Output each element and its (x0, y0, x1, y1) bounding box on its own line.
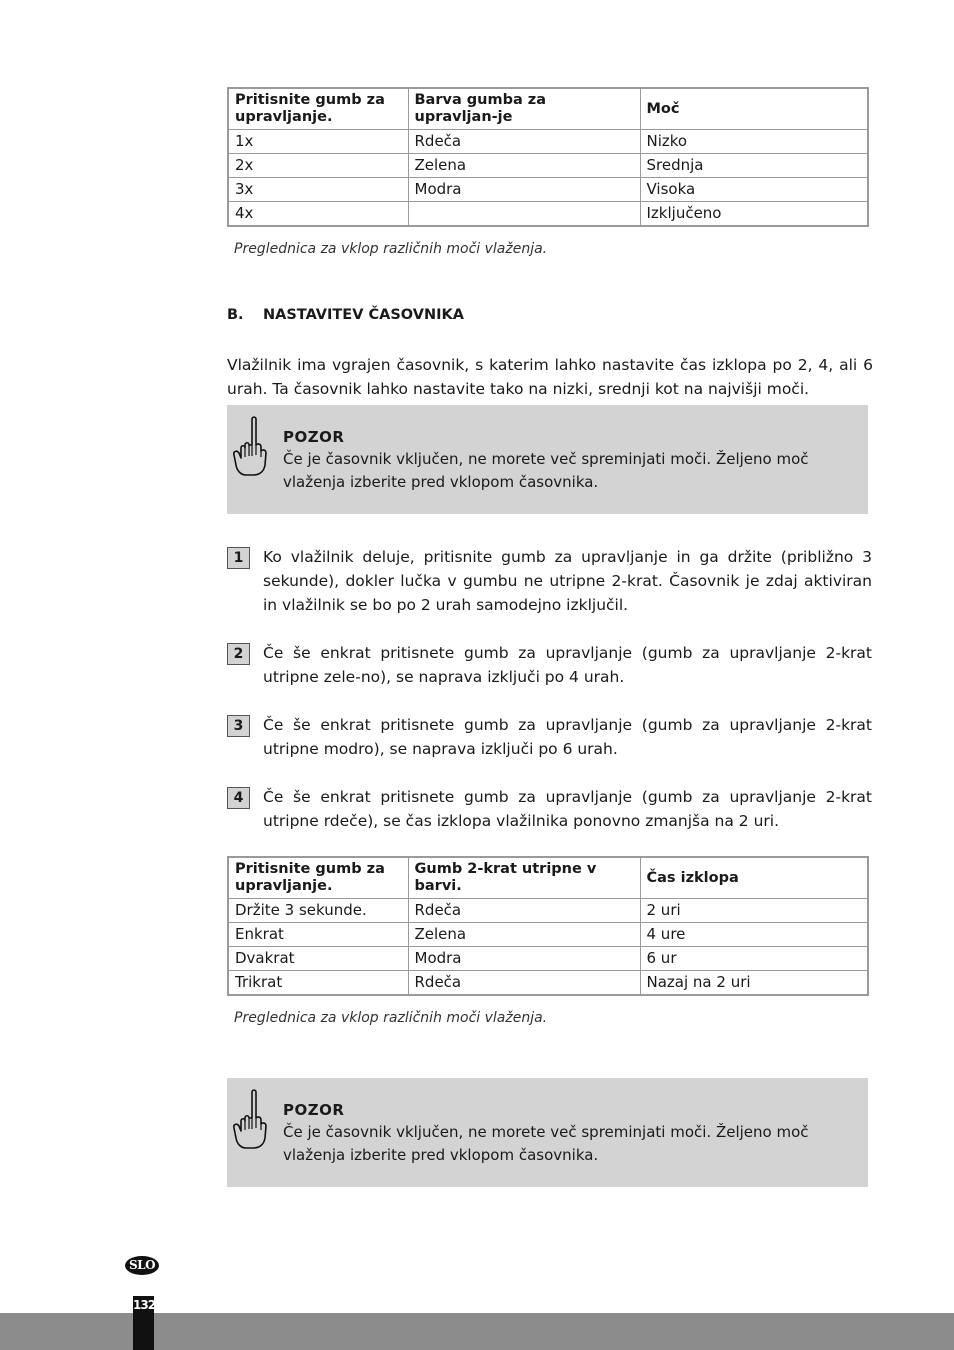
table-cell: 2x (228, 154, 408, 178)
table-cell: Rdeča (408, 899, 640, 923)
table-caption: Preglednica za vklop različnih moči vlaženja. (234, 241, 548, 257)
power-table (227, 87, 869, 227)
timer-table (227, 856, 869, 996)
table-cell: Dvakrat (228, 947, 408, 971)
step-number-badge: 4 (227, 787, 250, 809)
step-number-badge: 1 (227, 547, 250, 569)
notice-text: Če je časovnik vključen, ne morete več spreminjati moči. Željeno moč vlaženja izberite pred vklopom časovnika. (283, 450, 809, 491)
table-cell: Nazaj na 2 uri (640, 971, 868, 996)
table-cell: Visoka (640, 178, 868, 202)
table-header-cell: Čas izklopa (640, 857, 868, 899)
warning-notice (227, 1078, 868, 1187)
table-row (228, 947, 868, 971)
notice-text: Če je časovnik vključen, ne morete več spreminjati moči. Željeno moč vlaženja izberite pred vklopom časovnika. (283, 1123, 809, 1164)
notice-title: POZOR (283, 1101, 345, 1119)
table-cell: Rdeča (408, 130, 640, 154)
step-text: Če še enkrat pritisnete gumb za upravljanje (gumb za upravljanje 2-krat utripne modro), se naprava izključi po 6 urah. (263, 716, 872, 758)
table-cell: Izključeno (640, 202, 868, 227)
section-title: NASTAVITEV ČASOVNIKA (263, 307, 464, 323)
table-cell: Srednja (640, 154, 868, 178)
table-header-row (228, 88, 868, 130)
table-cell: Trikrat (228, 971, 408, 996)
table-cell: 4x (228, 202, 408, 227)
table-row (228, 154, 868, 178)
table-caption: Preglednica za vklop različnih moči vlaženja. (234, 1010, 548, 1026)
notice-title: POZOR (283, 428, 345, 446)
table-header-cell: Pritisnite gumb za upravljanje. (228, 857, 408, 899)
intro-paragraph: Vlažilnik ima vgrajen časovnik, s katerim lahko nastavite čas izklopa po 2, 4, ali 6 urah. Ta časovnik lahko nastavite tako na nizki, srednji kot na najvišji moči. (227, 356, 873, 398)
table-cell: Modra (408, 947, 640, 971)
pointing-hand-icon (233, 1088, 267, 1150)
step-number-badge: 2 (227, 643, 250, 665)
step-number-badge: 3 (227, 715, 250, 737)
table-row (228, 130, 868, 154)
table-cell: 1x (228, 130, 408, 154)
table-cell: 6 ur (640, 947, 868, 971)
table-header-cell: Moč (640, 88, 868, 130)
table-cell: Enkrat (228, 923, 408, 947)
table-row (228, 202, 868, 227)
table-cell: Rdeča (408, 971, 640, 996)
step-text: Če še enkrat pritisnete gumb za upravljanje (gumb za upravljanje 2-krat utripne rdeče), se čas izklopa vlažilnika ponovno zmanjša na 2 uri. (263, 788, 872, 830)
table-cell: 3x (228, 178, 408, 202)
table-row (228, 923, 868, 947)
table-header-cell: Pritisnite gumb za upravljanje. (228, 88, 408, 130)
table-header-row (228, 857, 868, 899)
table-row (228, 971, 868, 996)
table-header-cell: Gumb 2-krat utripne v barvi. (408, 857, 640, 899)
table-cell: Modra (408, 178, 640, 202)
page-number: 132 (133, 1298, 156, 1312)
table-cell: Držite 3 sekunde. (228, 899, 408, 923)
step-text: Ko vlažilnik deluje, pritisnite gumb za upravljanje in ga držite (približno 3 sekunde), dokler lučka v gumbu ne utripne 2-krat. Časovnik je zdaj aktiviran in vlažilnik se bo po 2 urah samodejno izključil. (263, 548, 872, 614)
table-cell: 4 ure (640, 923, 868, 947)
section-heading (227, 307, 464, 323)
table-cell: 2 uri (640, 899, 868, 923)
language-badge: SLO (125, 1256, 159, 1275)
table-cell: Zelena (408, 154, 640, 178)
table-row (228, 178, 868, 202)
table-row (228, 899, 868, 923)
table-header-cell: Barva gumba za upravljan-je (408, 88, 640, 130)
table-cell (408, 202, 640, 227)
warning-notice (227, 405, 868, 514)
step-text: Če še enkrat pritisnete gumb za upravljanje (gumb za upravljanje 2-krat utripne zele-no), se naprava izključi po 4 urah. (263, 644, 872, 686)
table-cell: Zelena (408, 923, 640, 947)
table-cell: Nizko (640, 130, 868, 154)
section-number: B. (227, 307, 244, 323)
pointing-hand-icon (233, 415, 267, 477)
